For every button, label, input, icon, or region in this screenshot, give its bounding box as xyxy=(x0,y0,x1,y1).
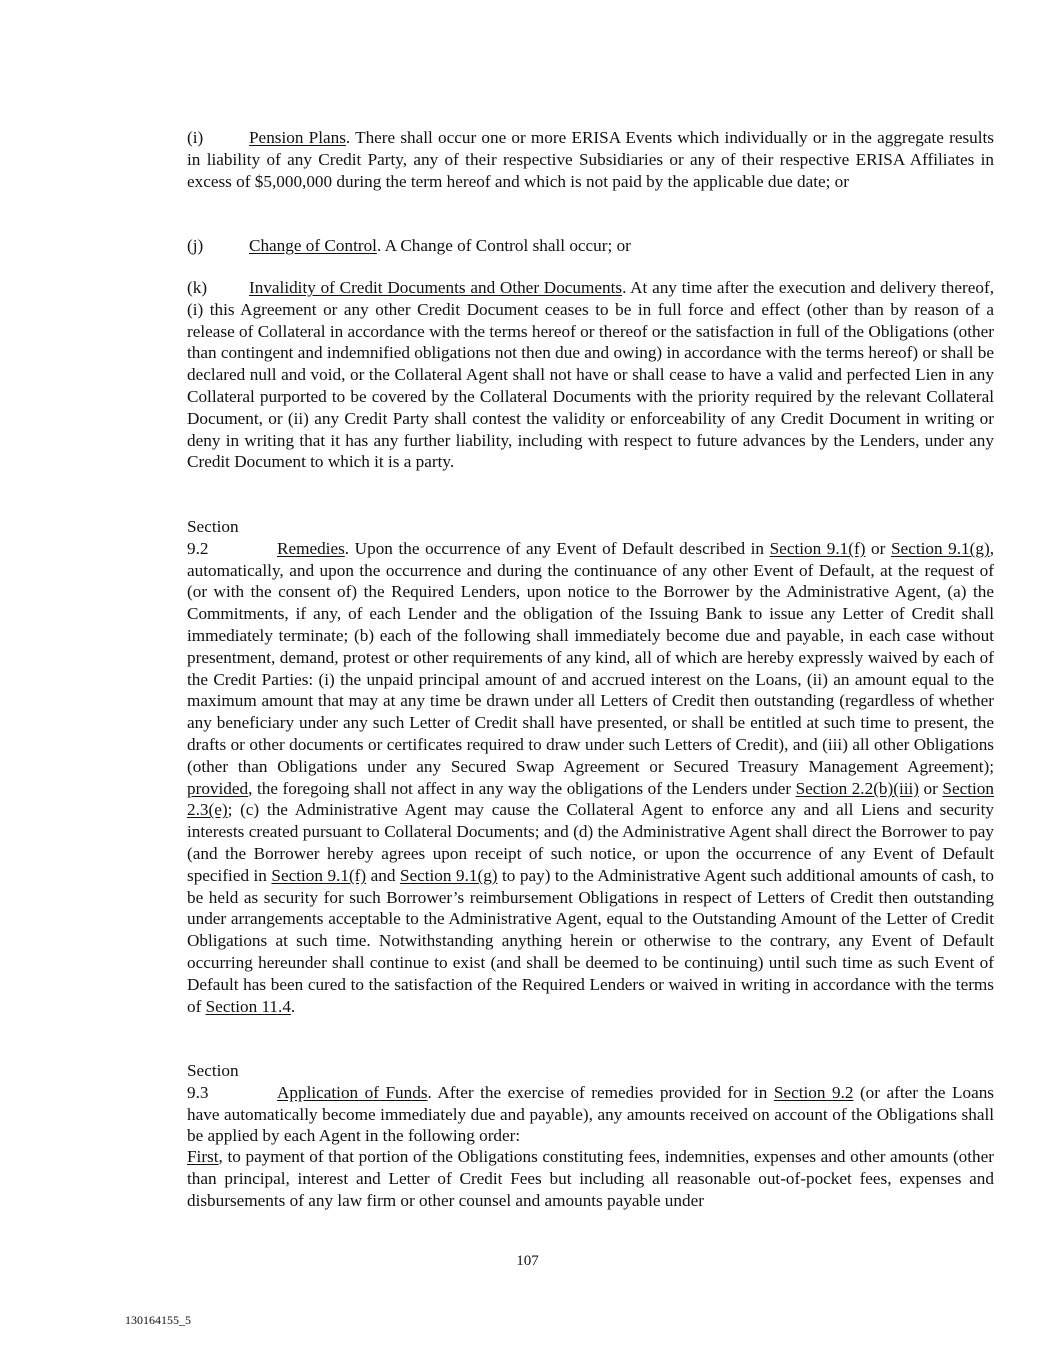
clause-text: . There shall occur one or more ERISA Events which individually or in the aggregate results in liability of any Credit Party, any of their respective Subsidiaries or any of their respective ERISA Affiliates in excess of $5,000,000 during the term hereof and which is not paid by the applicable due date; or xyxy=(187,128,994,191)
cross-reference-link[interactable]: Section 11.4 xyxy=(205,996,291,1016)
clause-j xyxy=(125,235,994,257)
clause-number: (k) xyxy=(187,278,208,297)
clause-heading: Pension Plans xyxy=(249,128,346,147)
section-label: Section 9.3 xyxy=(187,1061,239,1102)
page-number: 107 xyxy=(516,1253,539,1269)
clause-text: . At any time after the execution and delivery thereof, (i) this Agreement or any other Credit Document ceases to be in full force and effect (other than by reason of a release of Collateral in accordance with the terms hereof or thereof or the satisfaction in full of the Obligations (other than contingent and indemnified obligations not then due and owing) in accordance with the terms hereof) or shall be declared null and void, or the Collateral Agent shall not have or shall cease to have a valid and perfected Lien in any Collateral purported to be covered by the Collateral Documents with the priority required by the relevant Collateral Document, or (ii) any Credit Party shall contest the validity or enforceability of any Credit Document in writing or deny in writing that it has any further liability, including with respect to future advances by the Lenders, under any Credit Document to which it is a party. xyxy=(187,278,994,472)
first-priority-paragraph: First, to payment of that portion of the Obligations constituting fees, indemnities, expenses and other amounts (other than principal, interest and Letter of Credit Fees but including all reasonable out-of-pocket fees, expenses and disbursements of any law firm or other counsel and amounts payable under xyxy=(187,1147,994,1210)
cross-reference-link[interactable]: Section 9.1(g) xyxy=(399,865,498,885)
cross-reference-link[interactable]: Section 2.2(b)(iii) xyxy=(795,778,920,798)
cross-reference-link[interactable]: Section 2.3(e) xyxy=(187,778,994,820)
clause-heading: Invalidity of Credit Documents and Other Documents xyxy=(249,278,623,297)
section-9-3: Section 9.3 Application of Funds. After the exercise of remedies provided for in Section 9.2 (or after the Loans have automatically become immediately due and payable), any amounts received on account of the Obligations shall be applied by each Agent in the following order: xyxy=(187,1061,994,1146)
clause-i xyxy=(125,127,994,192)
clause-number: (j) xyxy=(187,236,204,255)
cross-reference-link[interactable]: Section 9.1(f) xyxy=(271,865,367,885)
section-heading: Application of Funds xyxy=(277,1082,428,1102)
document-id: 130164155_5 xyxy=(125,1313,191,1327)
clause-number: (i) xyxy=(187,128,204,147)
section-9-2: Section 9.2 Remedies. Upon the occurrence of any Event of Default described in Section 9.1(f) or Section 9.1(g), automatically, and upon the occurrence and during the continuance of any other Event of Default, at the request of (or with the consent of) the Required Lenders, upon notice to the Borrower by the Administrative Agent, (a) the Commitments, if any, of each Lender and the obligation of the Issuing Bank to issue any Letter of Credit shall immediately terminate; (b) each of the following shall immediately become due and payable, in each case without presentment, demand, protest or other requirements of any kind, all of which are hereby expressly waived by each of the Credit Parties: (i) the unpaid principal amount of and accrued interest on the Loans, (ii) an amount equal to the maximum amount that may at any time be drawn under all Letters of Credit then outstanding (regardless of whether any beneficiary under any such Letter of Credit shall have presented, or shall be entitled at such time to present, the drafts or other documents or certificates required to draw under such Letters of Credit), and (iii) all other Obligations (other than Obligations under any Secured Swap Agreement or Secured Treasury Management Agreement); provided, the foregoing shall not affect in any way the obligations of the Lenders under Section 2.2(b)(iii) or Section 2.3(e); (c) the Administrative Agent may cause the Collateral Agent to enforce any and all Liens and security interests created pursuant to Collateral Documents; and (d) the Administrative Agent shall direct the Borrower to pay (and the Borrower hereby agrees upon receipt of such notice, or upon the occurrence of any Event of Default specified in Section 9.1(f) and Section 9.1(g) to pay) to the Administrative Agent such additional amounts of cash, to be held as security for such Borrower’s reimbursement Obligations in respect of Letters of Credit then outstanding under arrangements acceptable to the Administrative Agent, equal to the Outstanding Amount of the Letter of Credit Obligations at such time. Notwithstanding anything herein or otherwise to the contrary, any Event of Default occurring hereunder shall continue to exist (and shall be deemed to be continuing) until such time as such Event of Default has been cured to the satisfaction of the Required Lenders or waived in writing in accordance with the terms of Section 11.4. xyxy=(187,517,994,1016)
priority-heading: First xyxy=(187,1147,219,1166)
cross-reference-link[interactable]: Section 9.2 xyxy=(773,1082,854,1102)
cross-reference-link[interactable]: Section 9.1(g) xyxy=(891,538,990,558)
cross-reference-link[interactable]: Section 9.1(f) xyxy=(769,538,866,558)
section-heading: Remedies xyxy=(277,538,345,558)
clause-heading: Change of Control xyxy=(249,236,377,255)
provided-term: provided xyxy=(187,778,249,798)
clause-k xyxy=(125,277,994,473)
clause-text: . A Change of Control shall occur; or xyxy=(376,236,631,255)
section-label: Section 9.2 xyxy=(187,517,239,558)
